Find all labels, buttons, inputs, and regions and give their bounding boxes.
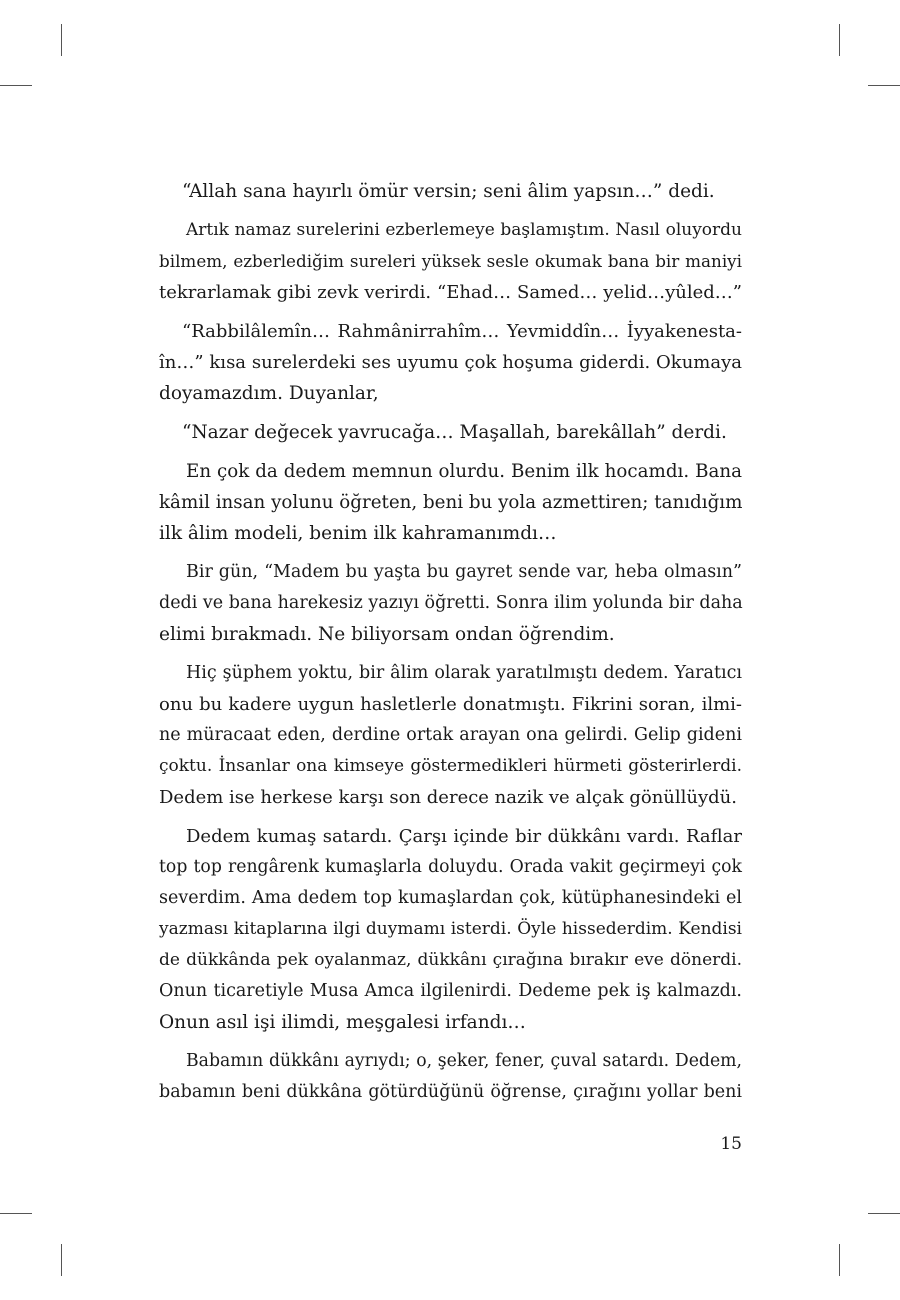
text-line: elimi bırakmadı. Ne biliyorsam ondan öğrendim. — [159, 624, 615, 645]
text-line: severdim. Ama dedem top kumaşlardan çok, kütüphanesindeki el — [159, 888, 742, 908]
text-line: Artık namaz surelerini ezberlemeye başlamıştım. Nasıl oluyordu — [186, 220, 742, 240]
crop-mark-bottom-left — [61, 1244, 62, 1276]
crop-mark-top-right-h — [868, 85, 900, 86]
text-line: “Rabbilâlemîn… Rahmânirrahîm… Yevmiddîn… İyyakenesta- — [182, 321, 742, 342]
text-line: de dükkânda pek oyalanmaz, dükkânı çırağına bırakır eve dönerdi. — [159, 950, 742, 970]
text-line: En çok da dedem memnun olurdu. Benim ilk hocamdı. Bana — [186, 461, 742, 482]
crop-mark-top-left — [61, 24, 62, 56]
paragraph — [159, 821, 742, 1038]
text-line: Bir gün, “Madem bu yaşta bu gayret sende var, heba olmasın” — [186, 562, 742, 582]
paragraph — [159, 215, 742, 308]
text-line: Onun asıl işi ilimdi, meşgalesi irfandı… — [159, 1012, 526, 1033]
text-line: babamın beni dükkâna götürdüğünü öğrense, çırağını yollar beni — [159, 1082, 742, 1102]
text-line: top top rengârenk kumaşlarla doluydu. Orada vakit geçirmeyi çok — [159, 857, 742, 877]
paragraph — [159, 316, 742, 409]
crop-mark-bottom-right — [839, 1244, 840, 1276]
crop-mark-bottom-right-h — [868, 1213, 900, 1214]
text-line: ilk âlim modeli, benim ilk kahramanımdı… — [159, 523, 557, 544]
text-line: “Allah sana hayırlı ömür versin; seni âlim yapsın…” dedi. — [182, 181, 715, 202]
text-line: çoktu. İnsanlar ona kimseye göstermedikleri hürmeti gösterirlerdi. — [159, 756, 742, 776]
body-text — [159, 176, 742, 1116]
text-line: ne müracaat eden, derdine ortak arayan ona gelirdi. Gelip gideni — [159, 725, 742, 745]
paragraph — [159, 557, 742, 650]
text-line: tekrarlamak gibi zevk verirdi. “Ehad… Samed… yelid…yûled…” — [159, 282, 742, 303]
crop-mark-top-right — [839, 24, 840, 56]
text-line: onu bu kadere uygun hasletlerle donatmıştı. Fikrini soran, ilmi- — [159, 694, 742, 715]
paragraph — [159, 658, 742, 813]
paragraph — [159, 456, 742, 549]
page-number: 15 — [720, 1134, 742, 1154]
crop-mark-top-left-h — [0, 85, 32, 86]
text-line: în…” kısa surelerdeki ses uyumu çok hoşuma giderdi. Okumaya — [159, 352, 742, 373]
text-line: doyamazdım. Duyanlar, — [159, 383, 379, 404]
text-line: Dedem ise herkese karşı son derece nazik ve alçak gönüllüydü. — [159, 787, 737, 808]
paragraph — [159, 176, 742, 207]
text-line: Dedem kumaş satardı. Çarşı içinde bir dükkânı vardı. Raflar — [186, 826, 742, 847]
text-line: “Nazar değecek yavrucağa… Maşallah, barekâllah” derdi. — [182, 422, 727, 443]
text-line: dedi ve bana harekesiz yazıyı öğretti. Sonra ilim yolunda bir daha — [159, 593, 743, 613]
text-line: Hiç şüphem yoktu, bir âlim olarak yaratılmıştı dedem. Yaratıcı — [186, 663, 742, 683]
text-line: Onun ticaretiyle Musa Amca ilgilenirdi. Dedeme pek iş kalmazdı. — [159, 981, 742, 1001]
paragraph — [159, 1046, 742, 1108]
crop-mark-bottom-left-h — [0, 1213, 32, 1214]
text-line: Babamın dükkânı ayrıydı; o, şeker, fener, çuval satardı. Dedem, — [186, 1051, 742, 1071]
text-line: bilmem, ezberlediğim sureleri yüksek sesle okumak bana bir maniyi — [159, 251, 742, 271]
text-line: kâmil insan yolunu öğreten, beni bu yola azmettiren; tanıdığım — [159, 492, 743, 513]
paragraph — [159, 417, 742, 448]
text-line: yazması kitaplarına ilgi duymamı isterdi. Öyle hissederdim. Kendisi — [159, 919, 742, 939]
